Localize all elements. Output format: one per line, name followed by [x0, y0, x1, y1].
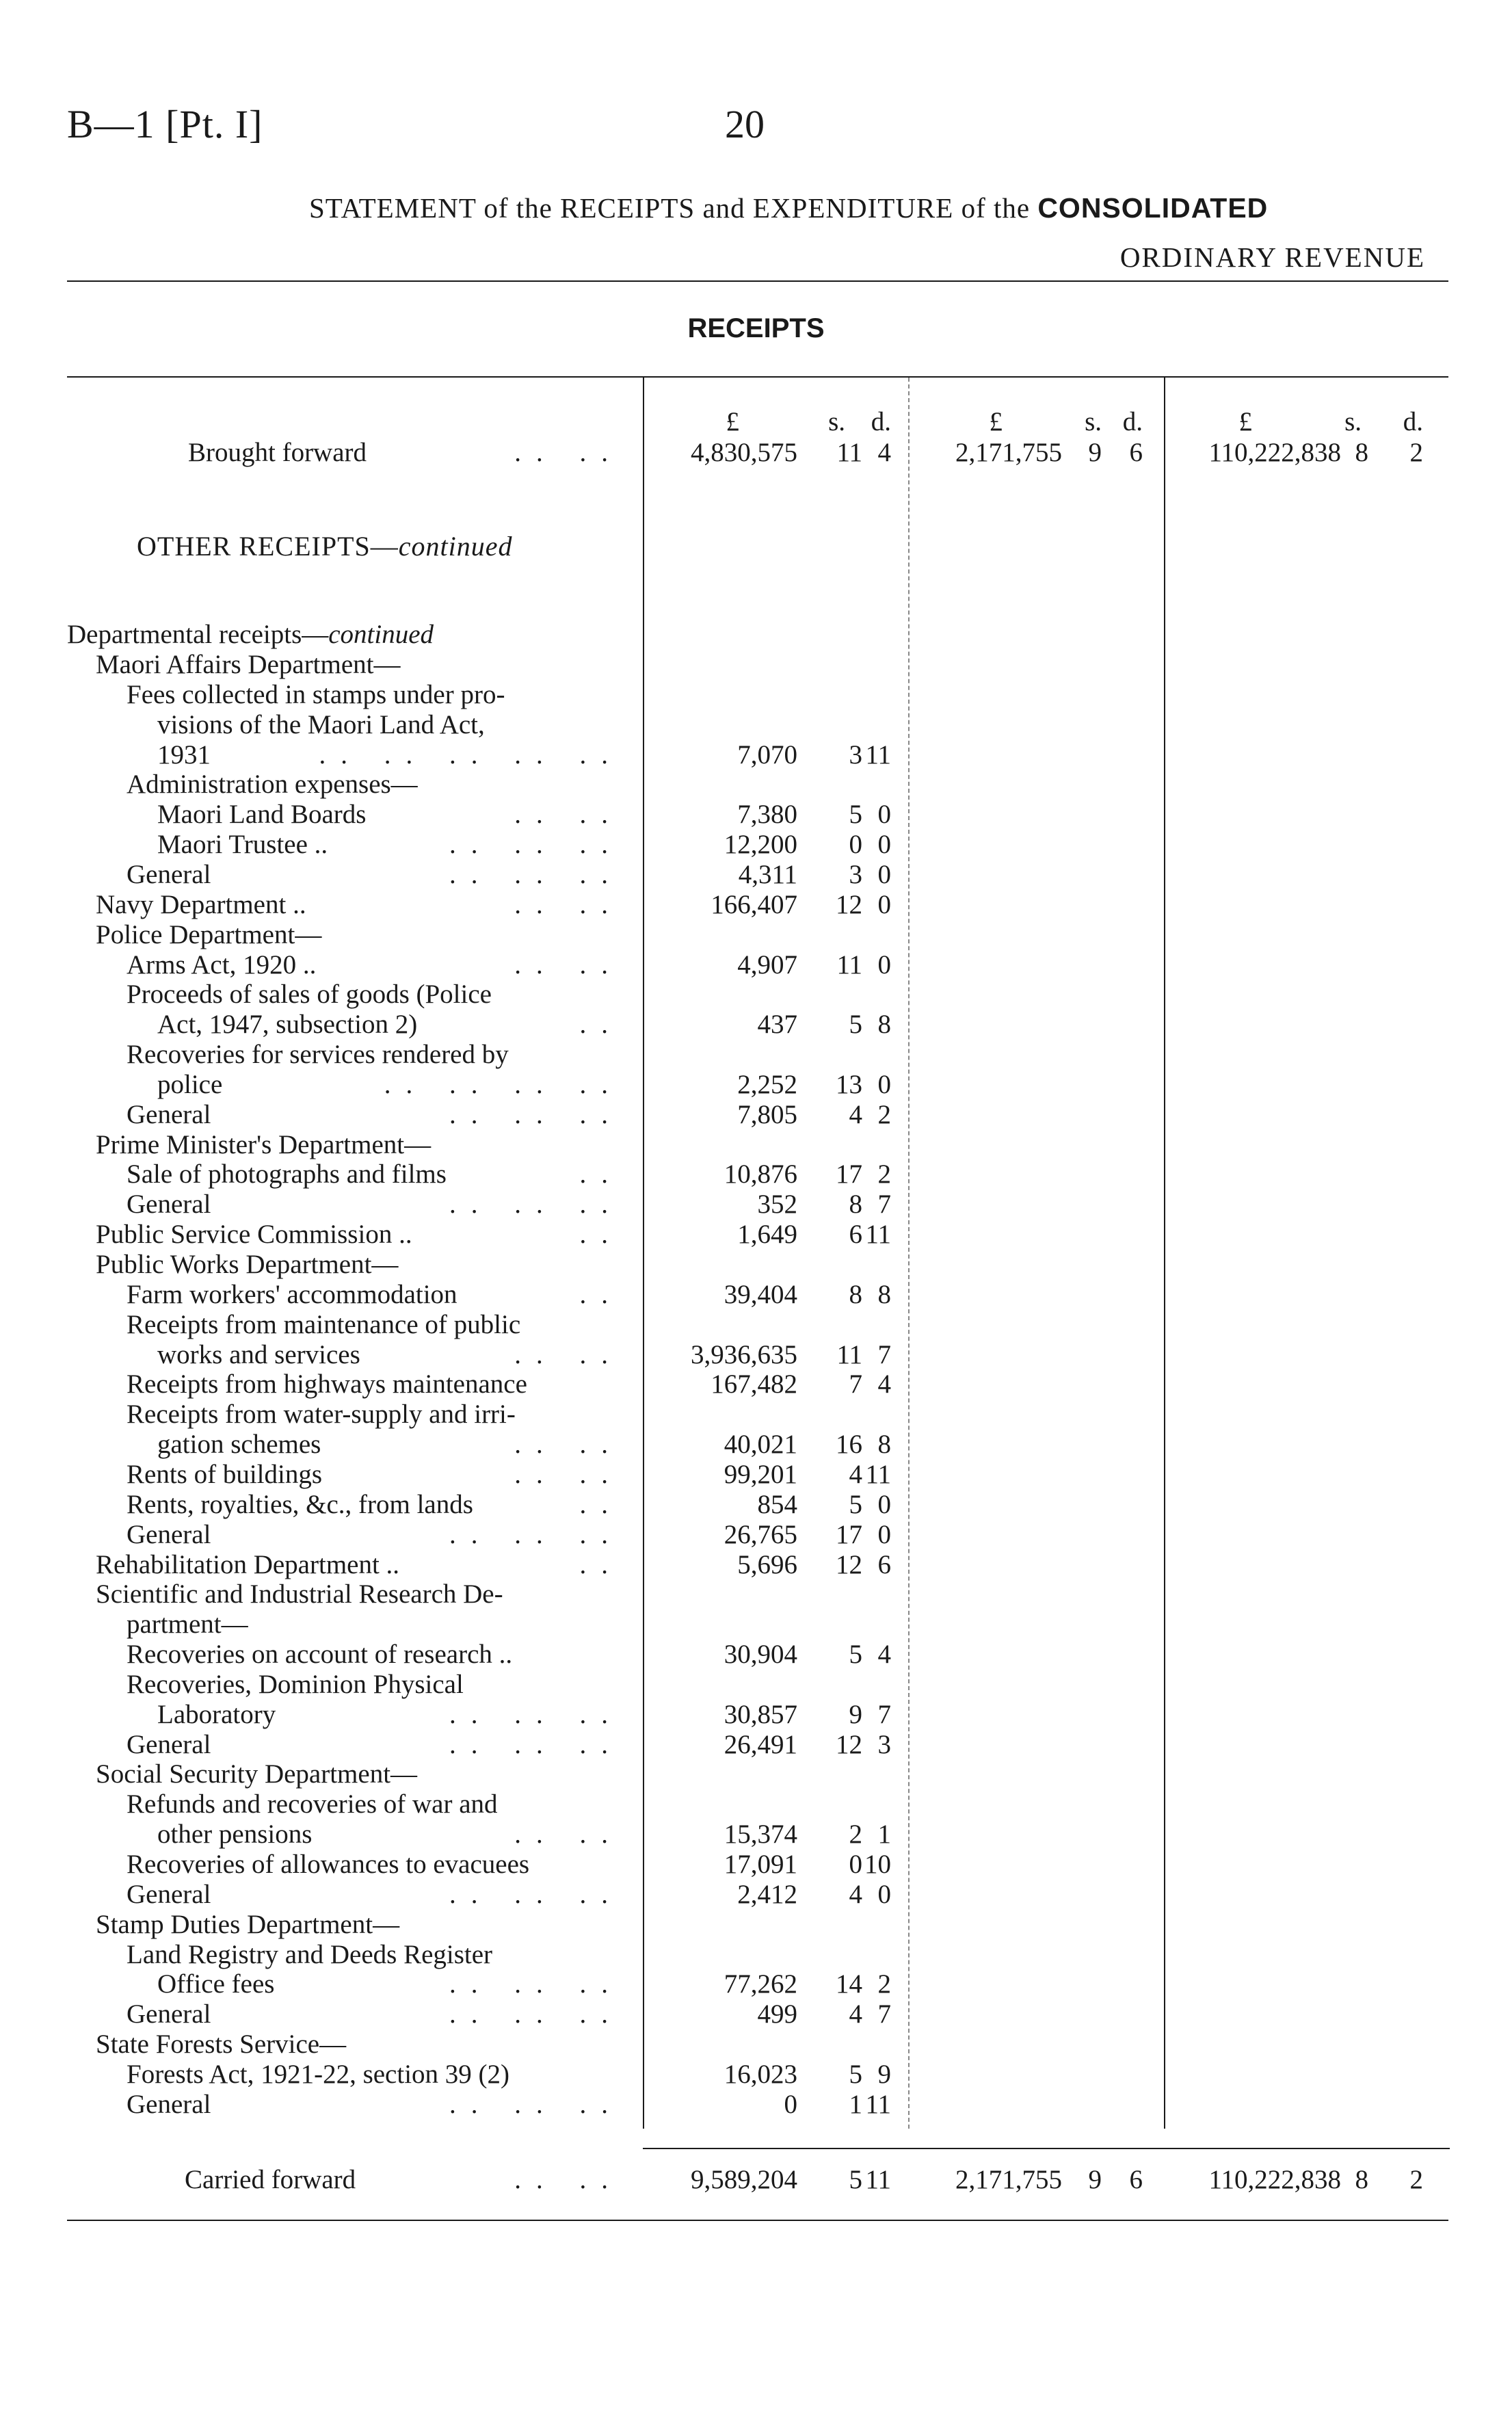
amount-pence: 0: [877, 1879, 891, 1909]
amount-pence: 0: [877, 1489, 891, 1519]
amount-shillings: 4: [849, 1099, 862, 1129]
leader-dots: .. ..: [514, 1430, 623, 1460]
table-row: [0, 2090, 1512, 2120]
amount-shillings: 6: [849, 1220, 862, 1250]
amount-shillings: 5: [849, 2059, 862, 2089]
table-row: [0, 890, 1512, 920]
statement-subtitle: ORDINARY REVENUE: [1119, 241, 1425, 273]
amount-shillings: 11: [836, 1339, 862, 1369]
item-label: Public Service Commission ..: [96, 1220, 412, 1250]
amount-pence: 8: [877, 1279, 891, 1309]
amount-shillings: 5: [849, 2165, 862, 2194]
leader-dots: .. .. ..: [449, 2089, 623, 2119]
amount-pounds: 17,091: [724, 1850, 797, 1879]
leader-dots: ..: [579, 1279, 623, 1309]
table-row: [0, 1040, 1512, 1070]
table-row: [0, 1399, 1512, 1430]
item-label: Receipts from highways maintenance: [127, 1369, 527, 1399]
title-rule: [67, 280, 1448, 282]
item-label: Social Security Department—: [96, 1759, 418, 1789]
item-label: Recoveries on account of research ..: [127, 1640, 513, 1670]
amount-shillings: 0: [849, 830, 862, 860]
item-label: Rents of buildings: [127, 1459, 323, 1489]
item-label: Office fees: [157, 1969, 275, 1999]
amount-shillings: 11: [836, 438, 862, 467]
amount-pence: 6: [1129, 2165, 1143, 2194]
item-label: Sale of photographs and films: [127, 1159, 447, 1190]
leader-dots: ..: [579, 1159, 623, 1190]
brought-forward-row: [0, 438, 1512, 468]
item-label: Stamp Duties Department—: [96, 1909, 400, 1939]
amount-pounds: 26,491: [724, 1729, 797, 1759]
leader-dots: .. ..: [514, 800, 623, 830]
leader-dots: ..: [579, 1489, 623, 1519]
table-row: [0, 1430, 1512, 1460]
amount-pence: 0: [877, 830, 891, 860]
amount-pounds: 15,374: [724, 1819, 797, 1850]
pound-symbol: £: [989, 407, 1003, 436]
shilling-symbol: s.: [1344, 407, 1362, 436]
amount-shillings: 7: [849, 1369, 862, 1399]
amount-pounds: 4,830,575: [691, 438, 797, 467]
section-heading-text: OTHER RECEIPTS—: [137, 531, 399, 562]
item-label: Farm workers' accommodation: [127, 1279, 457, 1309]
amount-pounds: 437: [757, 1010, 797, 1040]
pence-symbol: d.: [1403, 407, 1423, 436]
amount-pounds: 5,696: [737, 1549, 797, 1579]
amount-pounds: 7,380: [737, 800, 797, 830]
amount-pence: 0: [877, 859, 891, 889]
currency-header-row: [0, 407, 1512, 437]
item-label: other pensions: [157, 1819, 313, 1850]
table-row: [0, 950, 1512, 980]
amount-pence: 4: [877, 1640, 891, 1670]
amount-pence: 6: [1129, 438, 1143, 467]
item-label: State Forests Service—: [96, 2029, 347, 2060]
amount-pounds: 2,171,755: [955, 438, 1062, 467]
amount-shillings: 3: [849, 859, 862, 889]
table-bottom-rule: [67, 2220, 1448, 2221]
title-bold: CONSOLIDATED: [1037, 192, 1269, 224]
item-label: Maori Trustee ..: [157, 830, 328, 860]
subtotal-rule: [643, 2148, 1450, 2149]
amount-pounds: 9,589,204: [691, 2165, 797, 2194]
leader-dots: .. .. ..: [449, 830, 623, 860]
carried-forward-row: [0, 2165, 1512, 2195]
amount-shillings: 17: [836, 1159, 862, 1190]
amount-pence: 1: [877, 1819, 891, 1850]
table-row: [0, 710, 1512, 740]
leader-dots: ..: [579, 1549, 623, 1579]
amount-pence: 3: [877, 1729, 891, 1759]
table-row: [0, 1130, 1512, 1160]
table-row: [0, 1280, 1512, 1310]
item-label: Prime Minister's Department—: [96, 1129, 432, 1159]
amount-shillings: 5: [849, 1489, 862, 1519]
amount-pounds: 2,252: [737, 1069, 797, 1099]
amount-pounds: 30,857: [724, 1699, 797, 1729]
amount-pence: 11: [865, 1459, 891, 1489]
statement-title: [309, 192, 1268, 224]
leader-dots: .. .. ..: [449, 1519, 623, 1549]
item-label: works and services: [157, 1339, 360, 1369]
amount-pounds: 0: [784, 2089, 797, 2119]
leader-dots: .. .. ..: [449, 1999, 623, 2029]
item-label: Fees collected in stamps under pro-: [127, 679, 505, 709]
amount-shillings: 8: [1355, 438, 1368, 467]
table-row: [0, 980, 1512, 1010]
table-row: [0, 1940, 1512, 1970]
title-prefix: STATEMENT of the RECEIPTS and EXPENDITURE of the: [309, 192, 1031, 224]
amount-pounds: 30,904: [724, 1640, 797, 1670]
table-row: [0, 1550, 1512, 1580]
amount-pounds: 2,412: [737, 1879, 797, 1909]
item-label: General: [127, 2089, 211, 2119]
amount-shillings: 5: [849, 1640, 862, 1670]
item-label: Public Works Department—: [96, 1250, 399, 1279]
amount-pounds: 166,407: [711, 889, 797, 919]
table-row: [0, 1460, 1512, 1490]
item-label: partment—: [127, 1609, 248, 1640]
item-label: General: [127, 1190, 211, 1220]
item-label: Scientific and Industrial Research De-: [96, 1579, 503, 1609]
item-label: General: [127, 1999, 211, 2029]
amount-pence: 2: [877, 1159, 891, 1190]
receipts-heading: RECEIPTS: [687, 313, 825, 343]
shilling-symbol: s.: [828, 407, 845, 436]
amount-shillings: 11: [836, 949, 862, 980]
item-label: Police Department—: [96, 919, 322, 949]
table-row: [0, 1010, 1512, 1040]
amount-shillings: 12: [836, 1549, 862, 1579]
amount-pence: 0: [877, 800, 891, 830]
amount-shillings: 0: [849, 1850, 862, 1879]
leader-dots: .. .. ..: [449, 1699, 623, 1729]
item-label: Recoveries for services rendered by: [127, 1040, 509, 1070]
item-label: gation schemes: [157, 1430, 321, 1460]
section-heading: [137, 530, 513, 562]
table-row: [0, 1789, 1512, 1819]
amount-pounds: 854: [757, 1489, 797, 1519]
amount-shillings: 4: [849, 1999, 862, 2029]
amount-pence: 7: [877, 1999, 891, 2029]
amount-pence: 2: [877, 1969, 891, 1999]
table-row: [0, 1730, 1512, 1760]
amount-shillings: 14: [836, 1969, 862, 1999]
amount-pounds: 7,070: [737, 739, 797, 770]
leader-dots: .. ..: [514, 1459, 623, 1489]
amount-pence: 11: [865, 1220, 891, 1250]
amount-shillings: 8: [1355, 2165, 1368, 2194]
amount-pounds: 2,171,755: [955, 2165, 1062, 2194]
amount-pence: 0: [877, 889, 891, 919]
table-row: [0, 1880, 1512, 1910]
amount-pence: 7: [877, 1339, 891, 1369]
item-label: Forests Act, 1921-22, section 39 (2): [127, 2059, 510, 2089]
amount-pence: 6: [877, 1549, 891, 1579]
leader-dots: .. ..: [514, 949, 623, 980]
table-row: [0, 830, 1512, 860]
table-row: [0, 2029, 1512, 2060]
amount-pence: 7: [877, 1190, 891, 1220]
leader-dots: .. ..: [514, 1819, 623, 1850]
amount-pounds: 4,907: [737, 949, 797, 980]
pound-symbol: £: [726, 407, 739, 436]
item-label: Arms Act, 1920 ..: [127, 949, 317, 980]
amount-pounds: 99,201: [724, 1459, 797, 1489]
subsection-heading-text: Departmental receipts—: [67, 620, 329, 649]
item-label: General: [127, 1099, 211, 1129]
amount-pence: 0: [877, 949, 891, 980]
amount-shillings: 4: [849, 1459, 862, 1489]
item-label: Recoveries of allowances to evacuees: [127, 1850, 530, 1879]
item-label: Administration expenses—: [127, 770, 418, 800]
leader-dots: .. .. ..: [449, 1879, 623, 1909]
item-label: Maori Affairs Department—: [96, 650, 401, 679]
amount-pounds: 39,404: [724, 1279, 797, 1309]
amount-pence: 8: [877, 1430, 891, 1460]
amount-shillings: 1: [849, 2089, 862, 2119]
amount-shillings: 12: [836, 889, 862, 919]
table-row: [0, 1850, 1512, 1880]
table-row: [0, 680, 1512, 710]
leader-dots: ..: [579, 1010, 623, 1040]
table-row: [0, 1670, 1512, 1700]
amount-pence: 2: [1409, 2165, 1423, 2194]
amount-pounds: 4,311: [738, 859, 797, 889]
table-row: [0, 1520, 1512, 1550]
leader-dots: ..: [579, 1220, 623, 1250]
amount-pence: 11: [865, 2165, 891, 2194]
item-label: Rents, royalties, &c., from lands: [127, 1489, 473, 1519]
table-row: [0, 800, 1512, 830]
section-heading-continued: continued: [398, 531, 513, 562]
item-label: General: [127, 859, 211, 889]
amount-pence: 0: [877, 1519, 891, 1549]
table-row: [0, 1490, 1512, 1520]
amount-shillings: 5: [849, 1010, 862, 1040]
item-label: Recoveries, Dominion Physical: [127, 1669, 464, 1699]
table-row: [0, 860, 1512, 890]
carried-forward-label: Carried forward: [185, 2165, 356, 2194]
leader-dots: .. .. ..: [449, 1099, 623, 1129]
amount-shillings: 9: [1088, 438, 1102, 467]
amount-pence: 0: [877, 1069, 891, 1099]
amount-pounds: 16,023: [724, 2059, 797, 2089]
amount-pence: 4: [877, 438, 891, 467]
subsection-heading: [67, 619, 434, 650]
amount-pence: 2: [877, 1099, 891, 1129]
leader-dots: .. .. .. .. ..: [319, 739, 623, 770]
table-row: [0, 650, 1512, 680]
table-row: [0, 2060, 1512, 2090]
amount-pounds: 167,482: [711, 1369, 797, 1399]
leader-dots: .. ..: [514, 438, 623, 467]
item-label: Act, 1947, subsection 2): [157, 1010, 418, 1040]
item-label: Receipts from maintenance of public: [127, 1309, 521, 1339]
item-label: General: [127, 1519, 211, 1549]
table-row: [0, 1999, 1512, 2029]
amount-pence: 8: [877, 1010, 891, 1040]
leader-dots: .. ..: [514, 2165, 623, 2194]
amount-pounds: 110,222,838: [1208, 2165, 1341, 2194]
table-row: [0, 1190, 1512, 1220]
amount-pounds: 110,222,838: [1208, 438, 1341, 467]
item-label: General: [127, 1879, 211, 1909]
table-row: [0, 1640, 1512, 1670]
amount-shillings: 17: [836, 1519, 862, 1549]
table-row: [0, 1819, 1512, 1850]
amount-pence: 11: [865, 739, 891, 770]
item-label: Receipts from water-supply and irri-: [127, 1399, 516, 1430]
table-row: [0, 1910, 1512, 1940]
amount-shillings: 5: [849, 800, 862, 830]
item-label: visions of the Maori Land Act,: [157, 709, 485, 739]
amount-pence: 11: [865, 2089, 891, 2119]
amount-pence: 4: [877, 1369, 891, 1399]
table-row: [0, 1070, 1512, 1100]
amount-shillings: 4: [849, 1879, 862, 1909]
item-label: Proceeds of sales of goods (Police: [127, 980, 492, 1010]
amount-shillings: 13: [836, 1069, 862, 1099]
item-label: police: [157, 1069, 223, 1099]
item-label: 1931: [157, 739, 211, 770]
table-row: [0, 920, 1512, 950]
table-row: [0, 1579, 1512, 1609]
amount-shillings: 9: [1088, 2165, 1102, 2194]
leader-dots: .. ..: [514, 1339, 623, 1369]
amount-pounds: 499: [757, 1999, 797, 2029]
table-row: [0, 1250, 1512, 1280]
subsection-heading-continued: continued: [328, 620, 434, 649]
table-row: [0, 1220, 1512, 1250]
amount-shillings: 3: [849, 739, 862, 770]
amount-pounds: 1,649: [737, 1220, 797, 1250]
leader-dots: .. .. ..: [449, 859, 623, 889]
item-label: Refunds and recoveries of war and: [127, 1789, 498, 1819]
amount-shillings: 12: [836, 1729, 862, 1759]
item-label: Laboratory: [157, 1699, 276, 1729]
pence-symbol: d.: [1122, 407, 1143, 436]
amount-pence: 7: [877, 1699, 891, 1729]
amount-pounds: 77,262: [724, 1969, 797, 1999]
document-reference: B—1 [Pt. I]: [67, 102, 263, 146]
leader-dots: .. ..: [514, 889, 623, 919]
amount-shillings: 2: [849, 1819, 862, 1850]
table-row: [0, 1759, 1512, 1789]
table-row: [0, 770, 1512, 800]
amount-pounds: 352: [757, 1190, 797, 1220]
amount-pounds: 12,200: [724, 830, 797, 860]
leader-dots: .. .. .. ..: [384, 1069, 623, 1099]
amount-pence: 9: [877, 2059, 891, 2089]
shilling-symbol: s.: [1085, 407, 1102, 436]
amount-pence: 10: [864, 1850, 891, 1879]
brought-forward-label: Brought forward: [188, 438, 367, 467]
item-label: Navy Department ..: [96, 889, 306, 919]
amount-pence: 2: [1409, 438, 1423, 467]
leader-dots: .. .. ..: [449, 1190, 623, 1220]
item-label: General: [127, 1729, 211, 1759]
item-label: Maori Land Boards: [157, 800, 367, 830]
leader-dots: .. .. ..: [449, 1729, 623, 1759]
item-label: Land Registry and Deeds Register: [127, 1939, 493, 1969]
table-row: [0, 1340, 1512, 1370]
amount-shillings: 8: [849, 1279, 862, 1309]
table-row: [0, 1969, 1512, 1999]
leader-dots: .. .. ..: [449, 1969, 623, 1999]
amount-pounds: 40,021: [724, 1430, 797, 1460]
table-row: [0, 1159, 1512, 1190]
table-row: [0, 1609, 1512, 1640]
amount-shillings: 8: [849, 1190, 862, 1220]
table-row: [0, 1100, 1512, 1130]
table-row: [0, 740, 1512, 770]
table-row: [0, 1310, 1512, 1340]
amount-pounds: 10,876: [724, 1159, 797, 1190]
table-row: [0, 1700, 1512, 1730]
pence-symbol: d.: [871, 407, 891, 436]
pound-symbol: £: [1238, 407, 1252, 436]
amount-pounds: 26,765: [724, 1519, 797, 1549]
amount-pounds: 7,805: [737, 1099, 797, 1129]
page-number: 20: [725, 102, 765, 146]
amount-shillings: 16: [836, 1430, 862, 1460]
amount-pounds: 3,936,635: [691, 1339, 797, 1369]
amount-shillings: 9: [849, 1699, 862, 1729]
table-top-rule: [67, 376, 1448, 378]
table-row: [0, 1369, 1512, 1399]
item-label: Rehabilitation Department ..: [96, 1549, 400, 1579]
